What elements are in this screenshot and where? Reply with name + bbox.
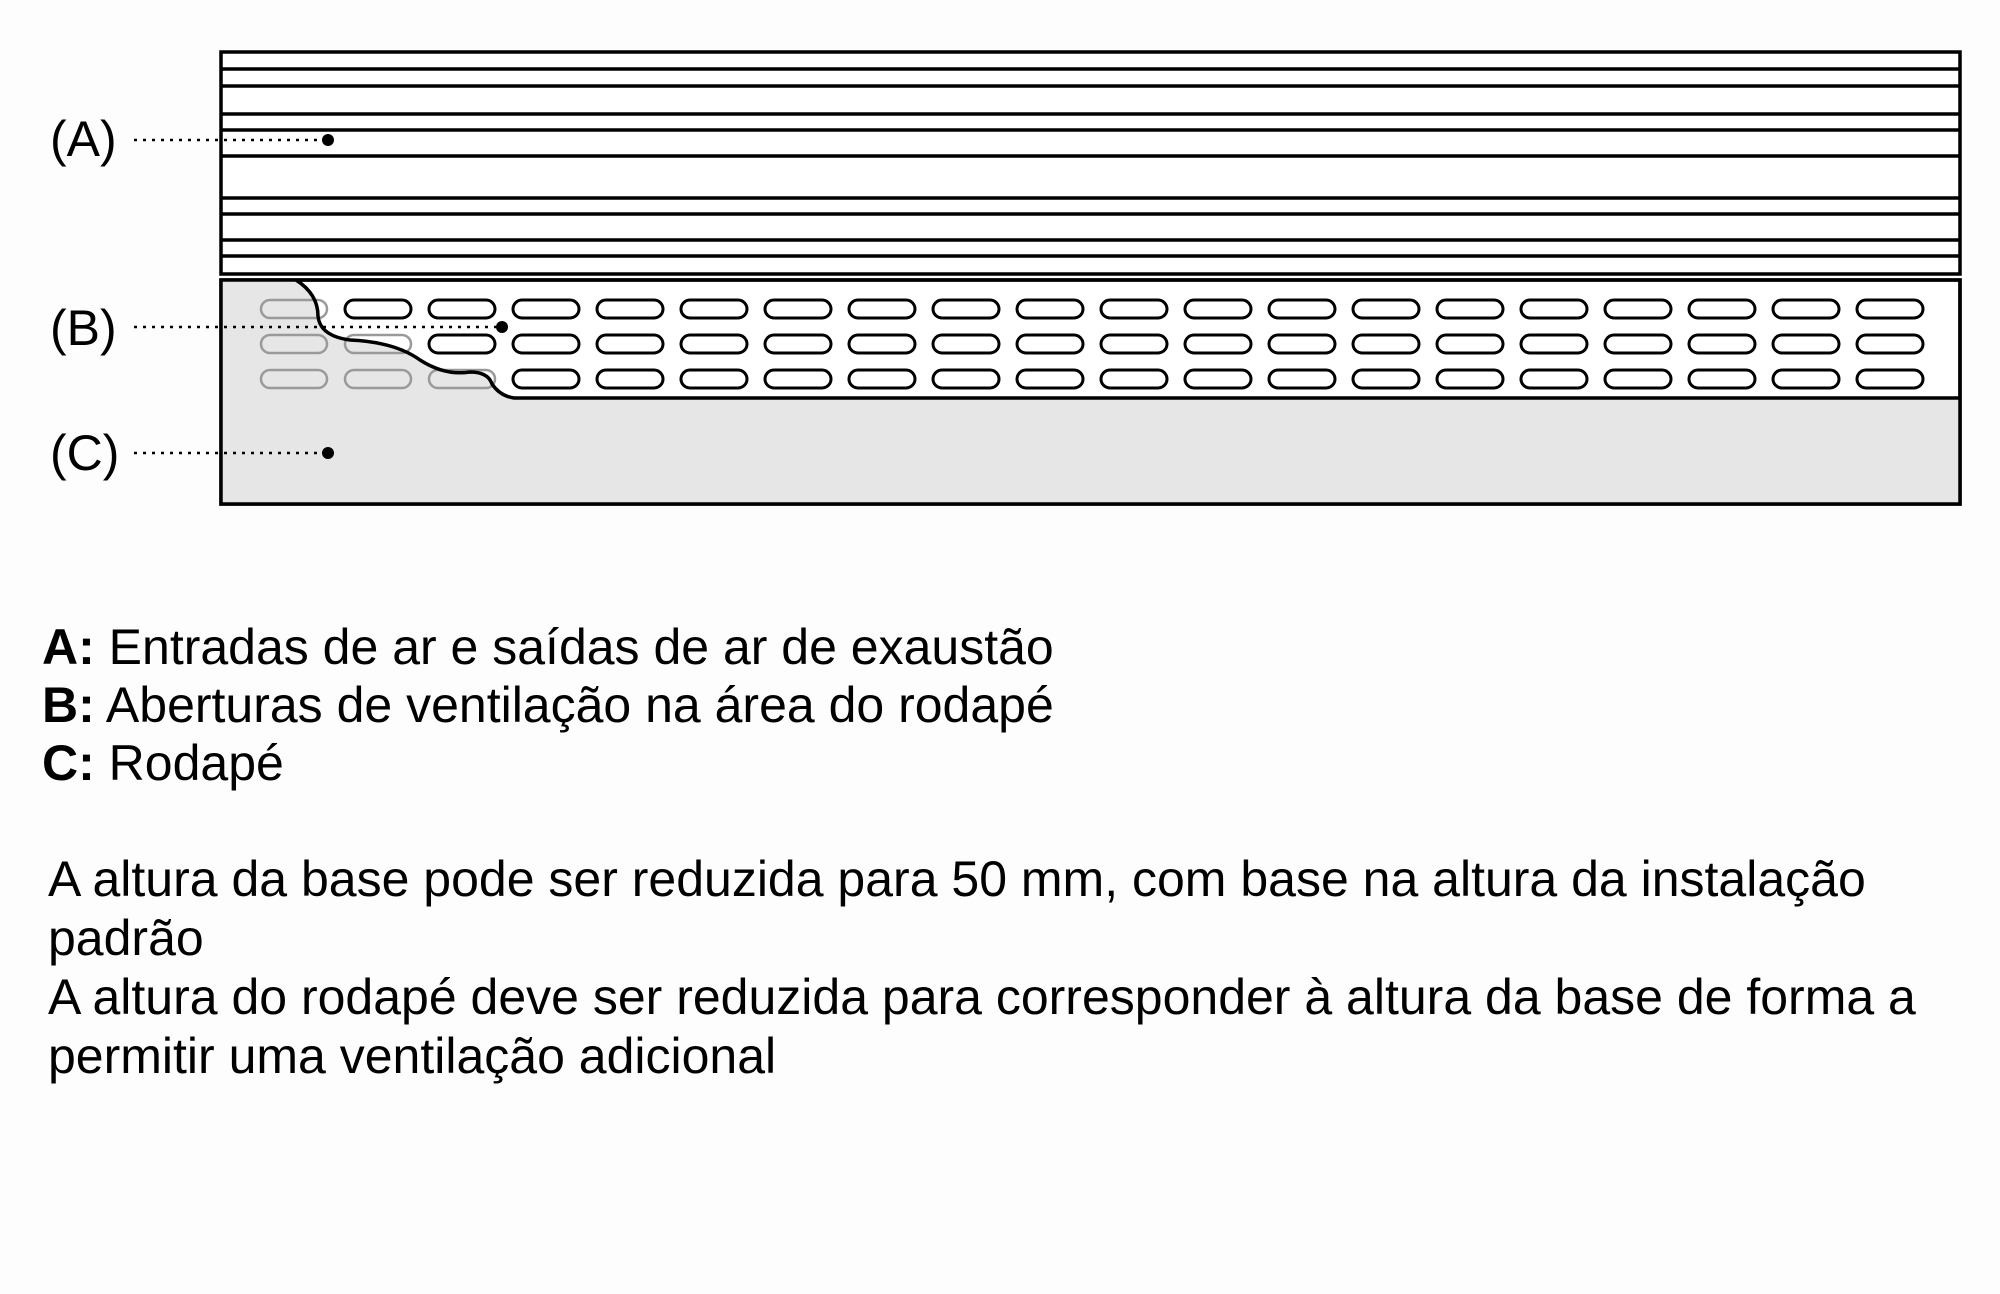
installation-notes [48,850,1948,1086]
legend-text: Rodapé [108,735,284,791]
note-base-height: A altura da base pode ser reduzida para 50 mm, com base na altura da instalação padrão [48,851,1866,966]
legend-item-a [42,618,1054,676]
legend-key: A: [42,619,95,675]
legend-text: Aberturas de ventilação na área do rodapé [105,677,1054,733]
legend-text: Entradas de ar e saídas de ar de exaustão [108,619,1054,675]
callout-b-label: (B) [50,300,117,356]
legend-item-b [42,676,1054,734]
legend-item-c [42,734,1054,792]
callout-c-label: (C) [50,425,120,481]
ventilation-diagram [0,0,2000,520]
note-plinth-height: A altura do rodapé deve ser reduzida para corresponder à altura da base de forma a permitir uma ventilação adicional [48,969,1916,1084]
legend-key: C: [42,735,95,791]
legend-key: B: [42,677,95,733]
callout-a-dot [322,134,334,146]
air-grille-panel [221,52,1960,274]
legend [42,618,1054,792]
callout-b-dot [496,321,508,333]
callout-a-label: (A) [50,111,117,167]
callout-c-dot [322,447,334,459]
